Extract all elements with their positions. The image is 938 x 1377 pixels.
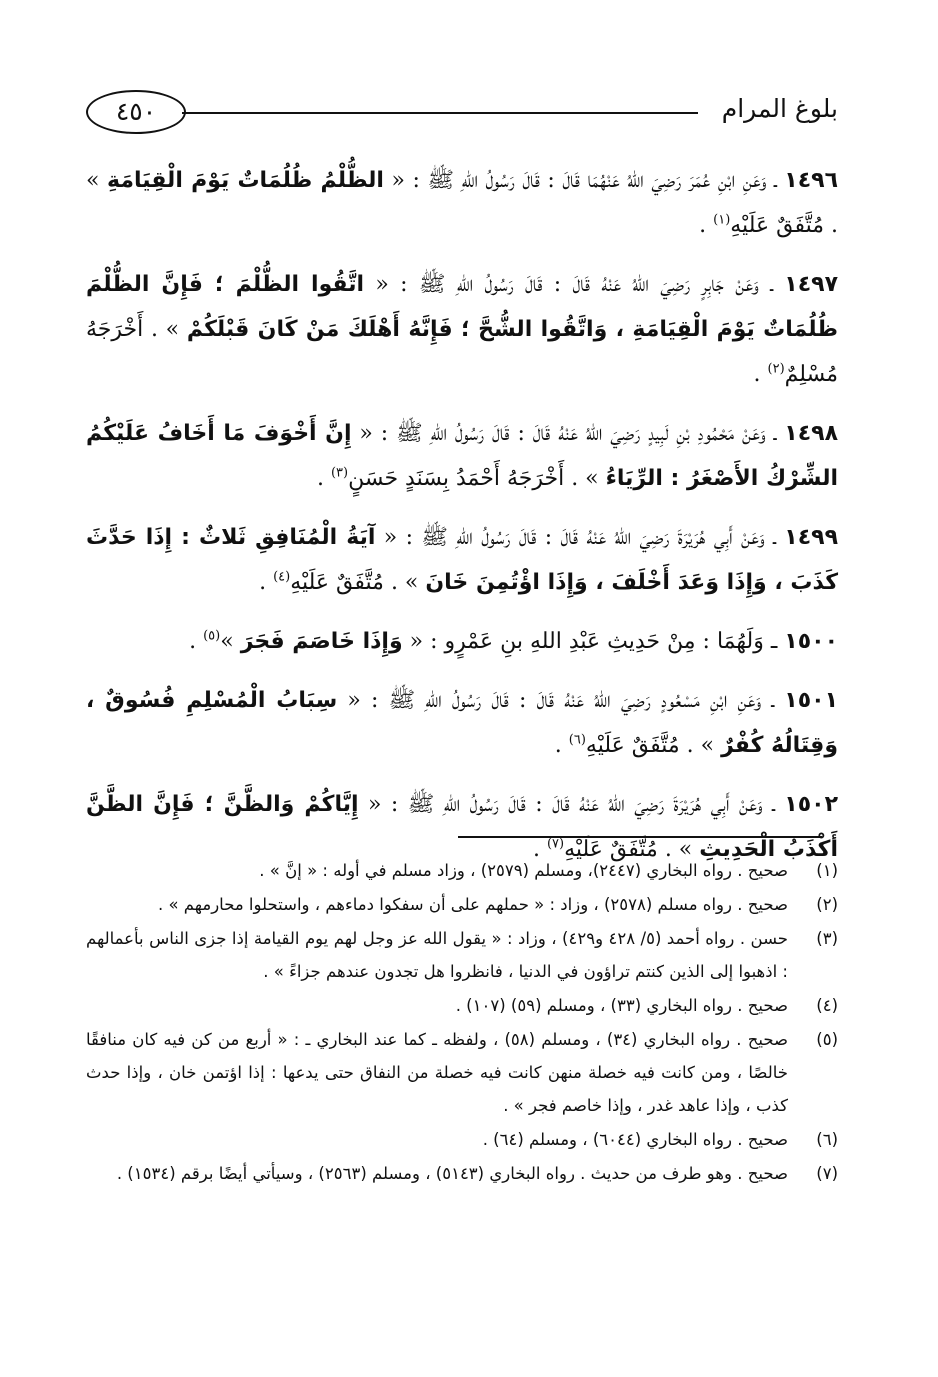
footnote-5 xyxy=(86,1023,838,1122)
footnotes-section xyxy=(86,854,838,1191)
footnote-text: صحيح . رواه البخاري (٣٤) ، ومسلم (٥٨) ، ولفظه ـ كما عند البخاري ـ : « أربع من كن فيه كان منافقًا خالصًا ، ومن كانت فيه خصلة منهن كانت فيه خصلة من النفاق حتى يدعها : إذا اؤتمن خان ، وإذا حدث كذب ، وإذا عاهد غدر ، وإذا خاصم فجر » . xyxy=(86,1030,788,1115)
hadith-closing: » . مُتَّفَقٌ عَلَيْهِ xyxy=(585,733,722,758)
footnote-ref: (٣) xyxy=(330,465,349,481)
footnote-number: (٧) xyxy=(816,1164,838,1183)
hadith-1502: ١٥٠٢ ـ وَعَنْ أَبِي هُرَيْرَةَ رَضِيَ اللهُ عَنْهُ قَالَ : قَالَ رَسُولُ اللهِ ﷺ : « إِيَّاكُمْ وَالظَّنَّ ؛ فَإِنَّ الظَّنَّ أَكْذَبُ الْحَدِيثِ » . مُتَّفَقٌ عَلَيْهِ$^{(٧)}$ . xyxy=(86,792,838,862)
footnote-6 xyxy=(86,1123,838,1156)
hadith-closing: » . أَخْرَجَهُ أَحْمَدُ بِسَنَدٍ حَسَنٍ xyxy=(348,466,606,491)
footnote-text: صحيح . رواه مسلم (٢٥٧٨) ، وزاد : « حملهم على أن سفكوا دماءهم ، واستحلوا محارمهم » . xyxy=(157,895,788,914)
hadith-narration: ـ وَعَنْ مَحْمُودِ بْنِ لَبِيدٍ رَضِيَ اللهُ عَنْهُ قَالَ : قَالَ رَسُولُ اللهِ ﷺ : « xyxy=(351,421,785,446)
footnote-7 xyxy=(86,1157,838,1190)
page-header xyxy=(86,86,838,138)
hadith-closing: » xyxy=(220,629,241,654)
hadith-quote: آيَةُ الْمُنَافِقِ ثَلاثٌ : إِذَا حَدَّثَ كَذَبَ ، وَإِذَا وَعَدَ أَخْلَفَ ، وَإِذَا اؤْتُمِنَ خَانَ xyxy=(86,525,838,595)
hadith-quote: وَإِذَا خَاصَمَ فَجَرَ xyxy=(240,629,403,654)
header-rule xyxy=(182,112,698,114)
footnote-ref: (١) xyxy=(713,212,731,228)
hadith-closing: » . مُتَّفَقٌ عَلَيْهِ xyxy=(290,570,426,595)
hadith-number: ١٥٠٠ xyxy=(784,629,838,654)
hadith-number: ١٥٠١ xyxy=(784,688,838,713)
hadith-quote: إِيَّاكُمْ وَالظَّنَّ ؛ فَإِنَّ الظَّنَّ أَكْذَبُ الْحَدِيثِ xyxy=(86,792,838,862)
footnote-ref: (٢) xyxy=(767,361,785,377)
footnote-number: (٥) xyxy=(816,1030,838,1049)
footnote-ref: (٥) xyxy=(203,628,221,644)
footnote-number: (٦) xyxy=(816,1130,838,1149)
hadith-quote: إِنَّ أَخْوَفَ مَا أَخَافُ عَلَيْكُمُ الشِّرْكُ الأَصْغَرُ : الرِّيَاءُ xyxy=(86,421,838,491)
hadith-narration: ـ وَعَنْ أَبِي هُرَيْرَةَ رَضِيَ اللهُ عَنْهُ قَالَ : قَالَ رَسُولُ اللهِ ﷺ : « xyxy=(358,792,785,817)
hadith-number: ١٤٩٦ xyxy=(784,168,839,193)
footnote-ref: (٤) xyxy=(273,569,291,585)
hadith-1501: ١٥٠١ ـ وَعَنِ ابْنِ مَسْعُودٍ رَضِيَ اللهُ عَنْهُ قَالَ : قَالَ رَسُولُ اللهِ ﷺ : « سِبَابُ الْمُسْلِمِ فُسُوقٌ ، وَقِتَالُهُ كُفْرٌ » . مُتَّفَقٌ عَلَيْهِ$^{(٦)}$ . xyxy=(86,688,838,758)
hadith-closing: » . مُتَّفَقٌ عَلَيْهِ xyxy=(564,837,700,862)
hadith-1499: ١٤٩٩ ـ وَعَنْ أَبِي هُرَيْرَةَ رَضِيَ اللهُ عَنْهُ قَالَ : قَالَ رَسُولُ اللهِ ﷺ : « آيَةُ الْمُنَافِقِ ثَلاثٌ : إِذَا حَدَّثَ كَذَبَ ، وَإِذَا وَعَدَ أَخْلَفَ ، وَإِذَا اؤْتُمِنَ خَانَ » . مُتَّفَقٌ عَلَيْهِ$^{(٤)}$ . xyxy=(86,525,838,595)
footnote-number: (٣) xyxy=(816,929,838,948)
footnote-text: صحيح . رواه البخاري (٦٠٤٤) ، ومسلم (٦٤) . xyxy=(482,1130,788,1149)
hadith-1497: ١٤٩٧ ـ وَعَنْ جَابِرٍ رَضِيَ اللهُ عَنْهُ قَالَ : قَالَ رَسُولُ اللهِ ﷺ : « اتَّقُوا الظُّلْمَ ؛ فَإِنَّ الظُّلْمَ ظُلُمَاتٌ يَوْمَ الْقِيَامَةِ ، وَاتَّقُوا الشُّحَّ ؛ فَإِنَّهُ أَهْلَكَ مَنْ كَانَ قَبْلَكُمْ » . أَخْرَجَهُ مُسْلِمٌ$^{(٢)}$ . xyxy=(86,272,839,387)
hadith-1496: ١٤٩٦ ـ وَعَنِ ابْنِ عُمَرَ رَضِيَ اللهُ عَنْهُمَا قَالَ : قَالَ رَسُولُ اللهِ ﷺ : « الظُّلْمُ ظُلُمَاتٌ يَوْمَ الْقِيَامَةِ » . مُتَّفَقٌ عَلَيْهِ$^{(١)}$ . xyxy=(86,168,839,238)
hadith-quote: الظُّلْمُ ظُلُمَاتٌ يَوْمَ الْقِيَامَةِ xyxy=(107,168,384,193)
footnote-number: (٤) xyxy=(816,996,838,1015)
hadith-narration: ـ وَعَنِ ابْنِ مَسْعُودٍ رَضِيَ اللهُ عَنْهُ قَالَ : قَالَ رَسُولُ اللهِ ﷺ : « xyxy=(337,688,785,713)
hadith-closing: » . مُتَّفَقٌ عَلَيْهِ xyxy=(86,168,838,238)
footnote-2 xyxy=(86,888,838,921)
footnote-text: صحيح . وهو طرف من حديث . رواه البخاري (٥١٤٣) ، ومسلم (٢٥٦٣) ، وسيأتي أيضًا برقم (١٥٣٤) . xyxy=(116,1164,788,1183)
footnote-number: (١) xyxy=(816,861,838,880)
hadith-number: ١٤٩٨ xyxy=(784,421,838,446)
hadith-narration: ـ وَعَنْ جَابِرٍ رَضِيَ اللهُ عَنْهُ قَالَ : قَالَ رَسُولُ اللهِ ﷺ : « xyxy=(364,272,785,297)
hadith-number: ١٤٩٩ xyxy=(784,525,838,550)
footnote-3 xyxy=(86,922,838,988)
hadith-number: ١٤٩٧ xyxy=(784,272,838,297)
hadith-1500: ١٥٠٠ ـ وَلَهُمَا : مِنْ حَدِيثِ عَبْدِ اللهِ بنِ عَمْرٍو : « وَإِذَا خَاصَمَ فَجَرَ »$^{(٥)}$ . xyxy=(189,628,838,654)
footnote-text: صحيح . رواه البخاري (٣٣) ، ومسلم (٥٩) (١٠٧) . xyxy=(455,996,788,1015)
hadith-closing: » . أَخْرَجَهُ مُسْلِمٌ xyxy=(86,317,838,387)
hadith-quote: سِبَابُ الْمُسْلِمِ فُسُوقٌ ، وَقِتَالُهُ كُفْرٌ xyxy=(86,688,838,758)
footnote-number: (٢) xyxy=(816,895,838,914)
footnote-text: حسن . رواه أحمد (٥/ ٤٢٨ و٤٢٩) ، وزاد : « يقول الله عز وجل لهم يوم القيامة إذا جزى الناس بأعمالهم : اذهبوا إلى الذين كنتم تراؤون في الدنيا ، فانظروا هل تجدون عندهم جزاءً » . xyxy=(86,929,788,981)
hadith-1498: ١٤٩٨ ـ وَعَنْ مَحْمُودِ بْنِ لَبِيدٍ رَضِيَ اللهُ عَنْهُ قَالَ : قَالَ رَسُولُ اللهِ ﷺ : « إِنَّ أَخْوَفَ مَا أَخَافُ عَلَيْكُمُ الشِّرْكُ الأَصْغَرُ : الرِّيَاءُ » . أَخْرَجَهُ أَحْمَدُ بِسَنَدٍ حَسَنٍ$^{(٣)}$ . xyxy=(86,421,838,491)
footnote-ref: (٧) xyxy=(546,836,565,852)
hadith-number: ١٥٠٢ xyxy=(784,792,838,817)
hadith-list xyxy=(86,158,838,886)
footnote-text: صحيح . رواه البخاري (٢٤٤٧)، ومسلم (٢٥٧٩) ، وزاد مسلم في أوله : « إنَّ » . xyxy=(259,861,788,880)
hadith-narration: ـ وَلَهُمَا : مِنْ حَدِيثِ عَبْدِ اللهِ بنِ عَمْرٍو : « xyxy=(402,629,785,654)
page-number-badge: ٤٥٠ xyxy=(86,90,186,134)
footnote-4 xyxy=(86,989,838,1022)
book-title: بلوغ المرام xyxy=(721,94,838,123)
footnote-1 xyxy=(86,854,838,887)
hadith-narration: ـ وَعَنِ ابْنِ عُمَرَ رَضِيَ اللهُ عَنْهُمَا قَالَ : قَالَ رَسُولُ اللهِ ﷺ : « xyxy=(383,168,785,193)
hadith-narration: ـ وَعَنْ أَبِي هُرَيْرَةَ رَضِيَ اللهُ عَنْهُ قَالَ : قَالَ رَسُولُ اللهِ ﷺ : « xyxy=(375,525,785,550)
footnote-ref: (٦) xyxy=(568,732,586,748)
hadith-quote: اتَّقُوا الظُّلْمَ ؛ فَإِنَّ الظُّلْمَ ظُلُمَاتٌ يَوْمَ الْقِيَامَةِ ، وَاتَّقُوا الشُّحَّ ؛ فَإِنَّهُ أَهْلَكَ مَنْ كَانَ قَبْلَكُمْ xyxy=(86,272,839,342)
footnote-separator xyxy=(458,836,822,838)
